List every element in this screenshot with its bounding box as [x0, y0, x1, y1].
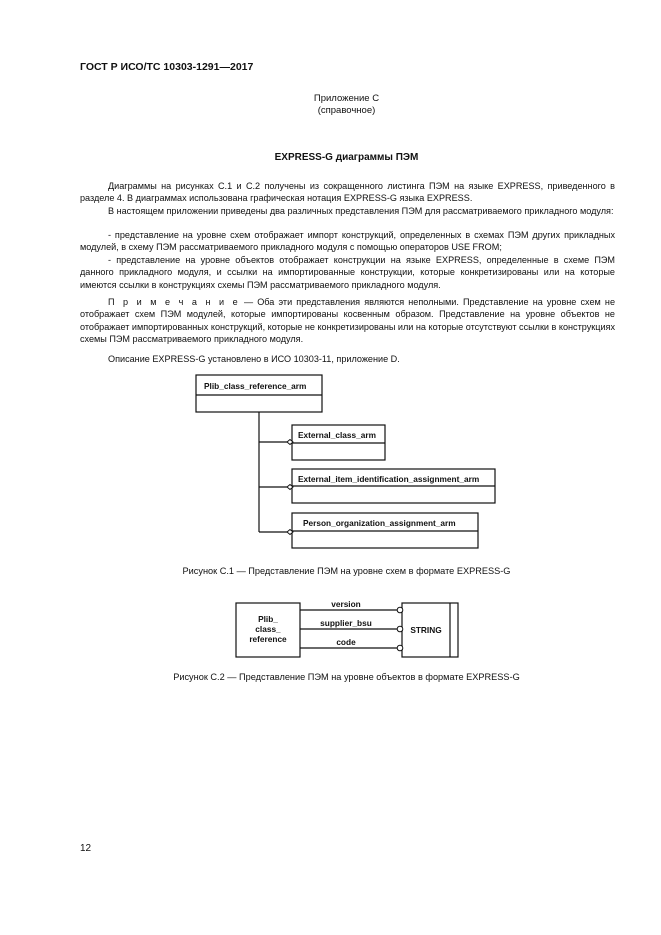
figure-c1-caption: Рисунок С.1 — Представление ПЭМ на уровне схем в формате EXPRESS-G [182, 566, 511, 576]
entity-label-line-3: reference [249, 634, 287, 644]
paragraph-object-level: - представление на уровне объектов отображает конструкции на языке EXPRESS, определенные в схеме ПЭМ данного прикладного модуля, и ссылки на импортированные конструкции, которые конкретизированы или на которые имеются ссылки в конструкциях схемы ПЭМ рассматриваемого прикладного модуля. [80, 255, 615, 290]
annex-title: Приложение С [313, 93, 380, 104]
attribute-end-circle-icon [397, 645, 403, 651]
figure-c2-caption: Рисунок С.2 — Представление ПЭМ на уровне объектов в формате EXPRESS-G [173, 672, 520, 682]
paragraph-representations: В настоящем приложении приведены два различных представления ПЭМ для рассматриваемого прикладного модуля: [108, 206, 614, 216]
reference-paragraph: Описание EXPRESS-G установлено в ИСО 10303-11, приложение D. [108, 354, 400, 364]
attribute-label-version: version [331, 599, 361, 609]
attribute-label-code: code [336, 637, 356, 647]
entity-label-line-1: Plib_ [258, 614, 278, 624]
attribute-end-circle-icon [397, 626, 403, 632]
page-number: 12 [80, 843, 92, 854]
main-schema-label: Plib_class_reference_arm [204, 381, 307, 391]
attribute-label-supplier-bsu: supplier_bsu [320, 618, 372, 628]
import-label-3: Person_organization_assignment_arm [303, 518, 456, 528]
section-title: EXPRESS-G диаграммы ПЭМ [274, 152, 419, 163]
annex-type: (справочное) [317, 105, 376, 116]
note-text: — Оба эти представления являются неполными. Представление на уровне схем не отображает схем ПЭМ модулей, которые импортированы косвенным образом. Представление на уровне объектов не отображает импортированных конструкций, которые не конкретизированы или на которые отсутствуют ссылки в конструкциях схемы ПЭМ рассматриваемого прикладного модуля. [80, 297, 616, 344]
import-label-1: External_class_arm [298, 430, 376, 440]
entity-label-line-2: class_ [255, 624, 281, 634]
type-label: STRING [410, 625, 442, 635]
document-header: ГОСТ Р ИСО/ТС 10303-1291—2017 [80, 61, 254, 73]
note-label: П р и м е ч а н и е [108, 297, 240, 307]
paragraph-schema-level: - представление на уровне схем отображает импорт конструкций, определенных в схемах ПЭМ других прикладных модулей, в схему ПЭМ рассматриваемого прикладного модуля с помощью операторов USE FROM; [80, 230, 615, 253]
import-label-2: External_item_identification_assignment_arm [298, 474, 480, 484]
attribute-end-circle-icon [397, 607, 403, 613]
paragraph-diagrams: Диаграммы на рисунках С.1 и С.2 получены из сокращенного листинга ПЭМ на языке EXPRESS, приведенного в разделе 4. В диаграммах использована графическая нотация EXPRESS-G языка EXPRESS. [80, 181, 615, 204]
